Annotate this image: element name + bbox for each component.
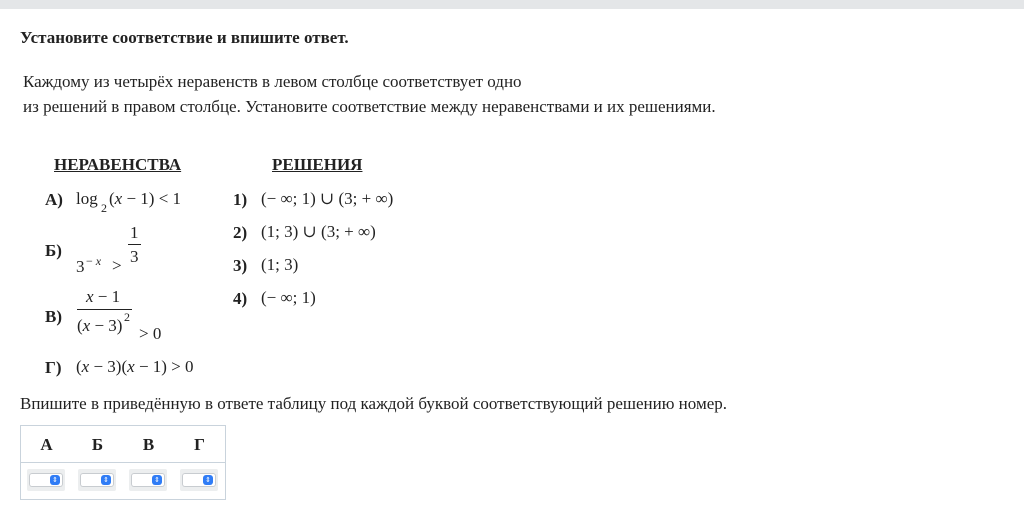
exp-base: 3 <box>76 257 85 276</box>
task-title: Установите соответствие и впишите ответ. <box>20 28 349 47</box>
answer-cell-v <box>129 469 167 491</box>
answer-cell-b <box>78 469 116 491</box>
fraction-numerator: x − 1 <box>86 287 121 306</box>
answer-select-b[interactable] <box>80 473 114 487</box>
answer-select-g[interactable] <box>182 473 216 487</box>
inequality-a-letter: А) <box>45 190 63 209</box>
updown-chevron-icon: ⇕ <box>152 475 162 485</box>
solutions-header: РЕШЕНИЯ <box>272 155 363 174</box>
intro-line-2: из решений в правом столбце. Установите соответствие между неравенствами и их решениями. <box>23 97 716 116</box>
solution-3: (1; 3) <box>261 255 299 274</box>
top-bar <box>0 0 1024 9</box>
solution-4-number: 4) <box>233 289 248 308</box>
task-intro <box>23 69 716 119</box>
column-header-g: Г <box>194 435 205 454</box>
relation-sign: > <box>112 256 122 275</box>
inequality-v-letter: В) <box>45 307 62 326</box>
solution-2: (1; 3) ∪ (3; + ∞) <box>261 222 376 241</box>
updown-chevron-icon: ⇕ <box>101 475 111 485</box>
exp-power: − x <box>86 254 102 268</box>
fraction-denominator: 3 <box>130 247 139 266</box>
inequality-g: (x − 3)(x − 1) > 0 <box>76 357 194 376</box>
solution-2-number: 2) <box>233 223 248 242</box>
answer-cell-g <box>180 469 218 491</box>
answer-table-header <box>21 426 225 463</box>
solution-3-number: 3) <box>233 256 248 275</box>
fraction-numerator: 1 <box>130 223 139 242</box>
updown-chevron-icon: ⇕ <box>203 475 213 485</box>
solution-1-number: 1) <box>233 190 248 209</box>
answer-select-a[interactable] <box>29 473 63 487</box>
inequality-g-letter: Г) <box>45 358 62 377</box>
inequality-b-letter: Б) <box>45 241 62 260</box>
solution-1: (− ∞; 1) ∪ (3; + ∞) <box>261 189 394 208</box>
fraction-bar <box>128 244 141 245</box>
denominator-exponent: 2 <box>124 310 130 324</box>
solution-4: (− ∞; 1) <box>261 288 316 307</box>
column-header-v: В <box>142 435 155 454</box>
log-base: 2 <box>101 201 107 215</box>
inequalities-header: НЕРАВЕНСТВА <box>54 155 182 174</box>
answer-select-v[interactable] <box>131 473 165 487</box>
intro-line-1: Каждому из четырёх неравенств в левом столбце соответствует одно <box>23 72 522 91</box>
answer-cell-a <box>27 469 65 491</box>
log-argument: (x − 1) < 1 <box>109 189 182 208</box>
column-header-a: А <box>40 435 53 454</box>
fraction-denominator: (x − 3) <box>77 316 123 335</box>
log-symbol: log <box>76 189 98 208</box>
column-header-b: Б <box>91 435 104 454</box>
relation-sign: > 0 <box>139 324 162 343</box>
answer-instruction: Впишите в приведённую в ответе таблицу под каждой буквой соответствующий решению номер. <box>20 394 728 413</box>
answer-table <box>20 425 226 500</box>
updown-chevron-icon: ⇕ <box>50 475 60 485</box>
